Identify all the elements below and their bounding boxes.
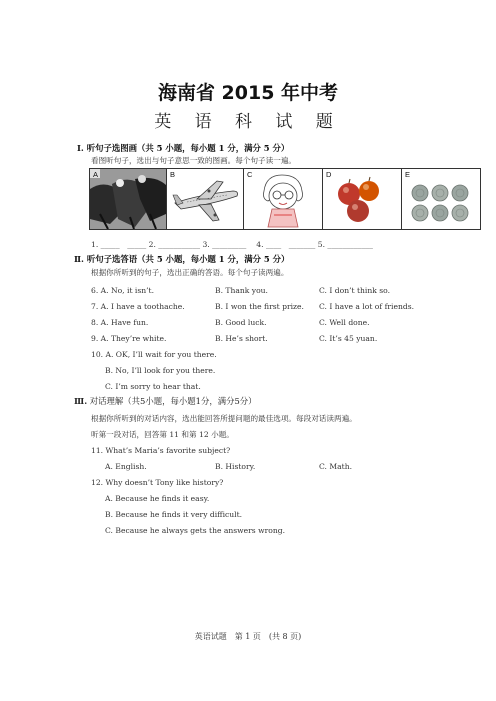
section3-heading <box>74 395 257 407</box>
q11-option-a: A. English. <box>105 462 147 471</box>
section2-heading <box>74 253 289 265</box>
section1-answer-line: 1. _____ _____ 2. ___________ 3. _________ 4. ____ _______ 5. ____________ <box>91 240 373 249</box>
picture-cell-e <box>402 169 481 230</box>
section1-number: I. <box>77 143 84 153</box>
picture-label-a: A <box>93 170 99 179</box>
girl-with-glasses-drawing-icon <box>244 169 322 229</box>
section3-instruction: 根据你所听到的对话内容，选出能回答所提问题的最佳选项。每段对话读两遍。 <box>91 414 357 423</box>
picture-cell-b <box>167 169 244 230</box>
picture-cell-c <box>244 169 323 230</box>
q6-option-c: C. I don’t think so. <box>319 286 391 295</box>
coins-photo-icon <box>402 169 480 229</box>
q10-option-c: C. I’m sorry to hear that. <box>105 382 201 391</box>
picture-label-e: E <box>405 170 411 179</box>
q10-option-b: B. No, I’ll look for you there. <box>105 366 216 375</box>
picture-cell-a <box>90 169 167 230</box>
picture-label-c: C <box>247 170 253 179</box>
exam-title: 海南省 2015 年中考 <box>157 82 339 104</box>
q7-option-a: 7. A. I have a toothache. <box>91 302 185 311</box>
apples-photo-icon <box>323 169 401 229</box>
section1-title: 听句子选图画（共 5 小题，每小题 1 分，满分 5 分） <box>86 143 290 153</box>
q9-option-b: B. He’s short. <box>215 334 268 343</box>
q9-option-a: 9. A. They’re white. <box>91 334 167 343</box>
q10-option-a: 10. A. OK, I’ll wait for you there. <box>91 350 217 359</box>
section1-heading <box>77 142 289 154</box>
q6-option-a: 6. A. No, it isn’t. <box>91 286 155 295</box>
picture-label-d: D <box>326 170 332 179</box>
picture-table <box>89 168 481 230</box>
q11-option-b: B. History. <box>215 462 256 471</box>
picture-label-b: B <box>170 170 176 179</box>
q12-option-c: C. Because he always gets the answers wrong. <box>105 526 285 535</box>
section2-number: Ⅱ. <box>74 254 84 264</box>
section3-title: 对话理解（共5小题，每小题1分，满分5分） <box>89 396 257 406</box>
exam-subtitle: 英 语 科 试 题 <box>154 112 342 132</box>
section2-title: 听句子选答语（共 5 小题，每小题 1 分，满分 5 分） <box>86 254 290 264</box>
section3-number: Ⅲ. <box>74 396 88 406</box>
section2-instruction: 根据你所听到的句子，选出正确的答语。每个句子读两遍。 <box>91 268 289 277</box>
q11-question: 11. What’s Maria’s favorite subject? <box>91 446 231 455</box>
q12-question: 12. Why doesn’t Tony like history? <box>91 478 224 487</box>
horse-racing-photo-icon <box>90 169 166 229</box>
q12-option-a: A. Because he finds it easy. <box>105 494 210 503</box>
section1-instruction: 看图听句子，选出与句子意思一致的图画。每个句子读一遍。 <box>91 156 297 165</box>
page-footer: 英语试题 第 1 页 (共 8 页) <box>194 632 302 641</box>
q8-option-b: B. Good luck. <box>215 318 267 327</box>
q8-option-a: 8. A. Have fun. <box>91 318 149 327</box>
q12-option-b: B. Because he finds it very difficult. <box>105 510 243 519</box>
q7-option-c: C. I have a lot of friends. <box>319 302 415 311</box>
q9-option-c: C. It’s 45 yuan. <box>319 334 378 343</box>
section3-sub-instruction: 听第一段对话，回答第 11 和第 12 小题。 <box>91 430 234 439</box>
q8-option-c: C. Well done. <box>319 318 370 327</box>
q7-option-b: B. I won the first prize. <box>215 302 304 311</box>
q11-option-c: C. Math. <box>319 462 353 471</box>
airplane-drawing-icon <box>167 169 243 229</box>
picture-cell-d <box>323 169 402 230</box>
q6-option-b: B. Thank you. <box>215 286 268 295</box>
